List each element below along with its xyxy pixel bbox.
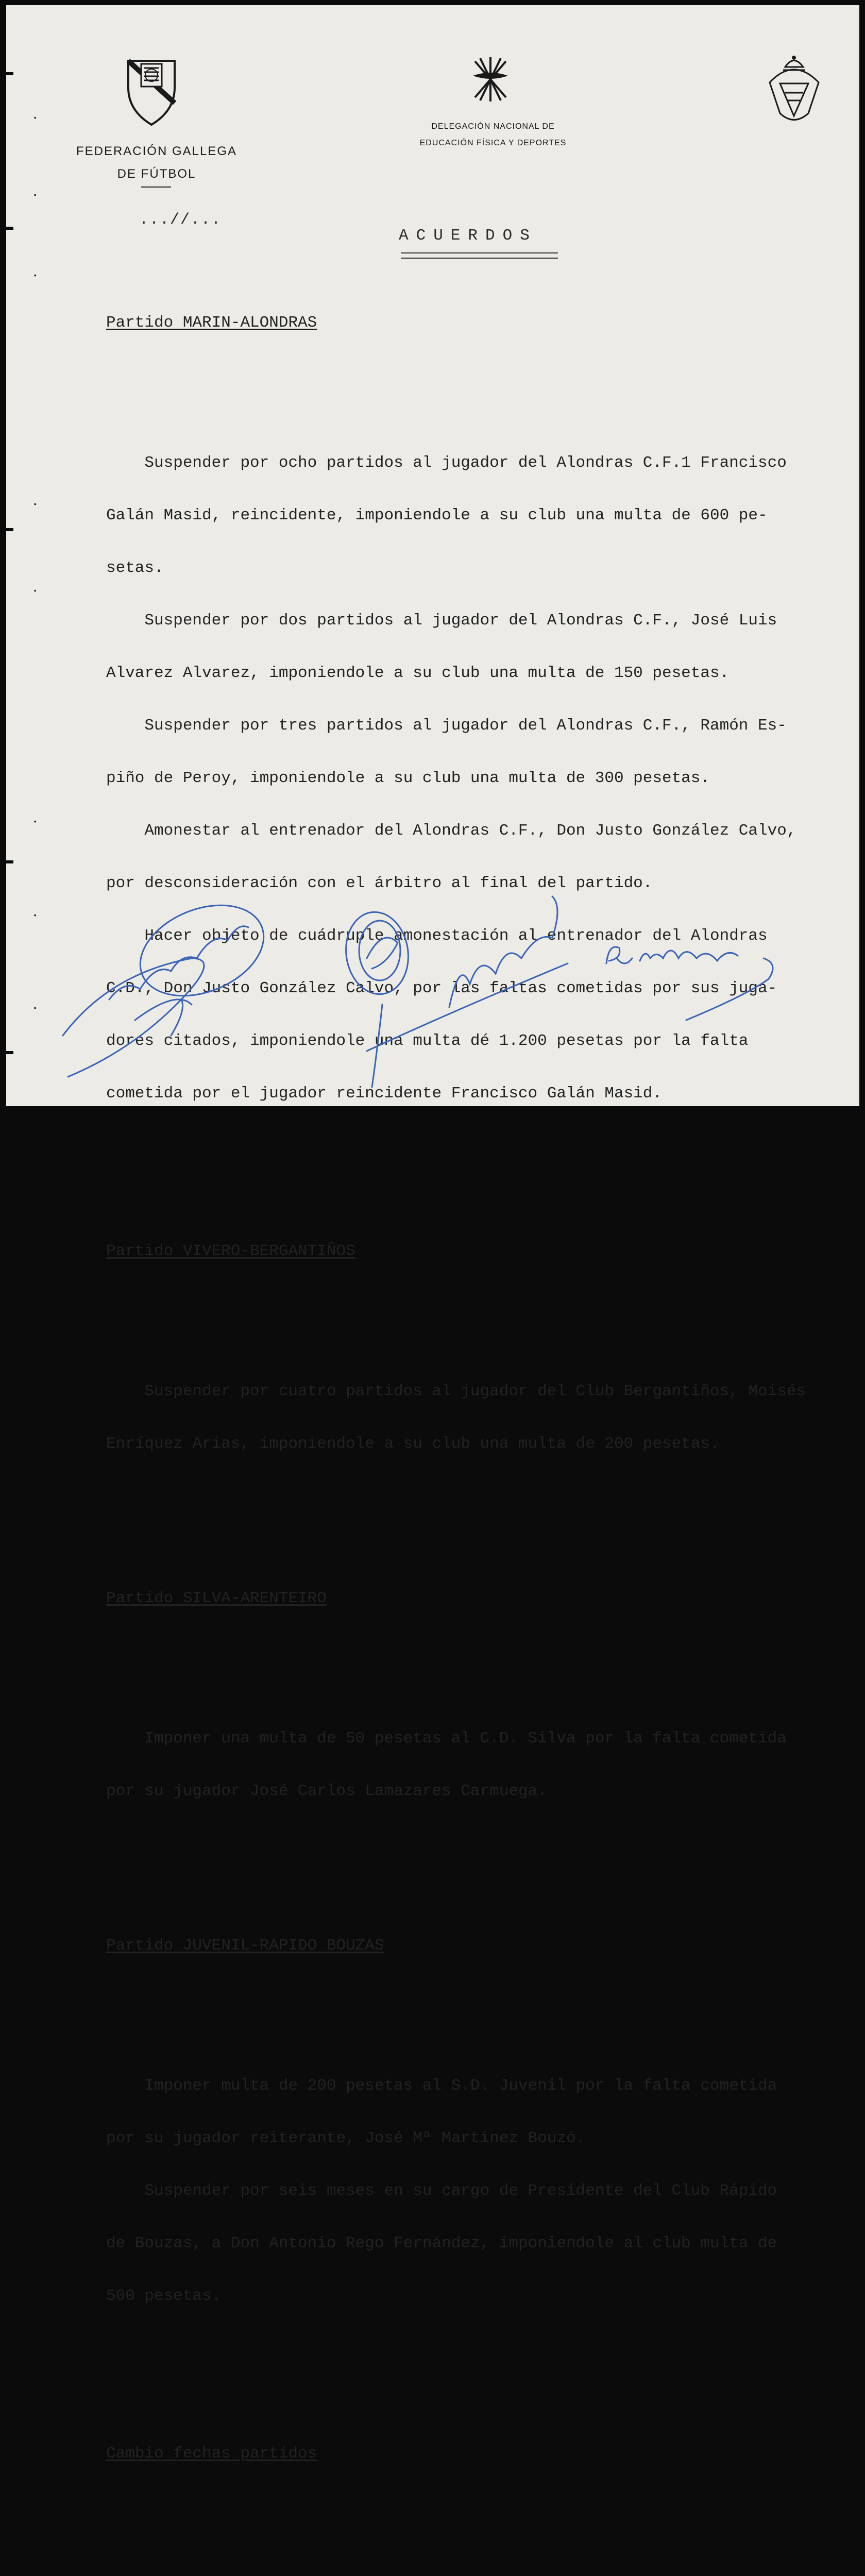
- text-line: Alvarez Alvarez, imponiendole a su club una multa de 150 pesetas.: [106, 664, 730, 682]
- page-title: ACUERDOS: [399, 227, 537, 245]
- text-line: Suspender por ocho partidos al jugador del Alondras C.F.1 Francisco: [106, 454, 787, 472]
- text-line: Imponer una multa de 50 pesetas al C.D. Silva por la falta cometida: [106, 1730, 787, 1748]
- text-line: por su jugador reiterante, José Mª Martinez Bouzó.: [106, 2129, 586, 2147]
- text-line: setas.: [106, 559, 164, 577]
- section-heading-row: [106, 1937, 859, 1955]
- divider: [141, 187, 171, 188]
- text-line: Suspender por seis meses en su cargo de Presidente del Club Rápido: [106, 2182, 777, 2200]
- margin-mark: •: [33, 114, 38, 123]
- title-underline: [401, 252, 558, 259]
- spacer: [106, 2498, 859, 2515]
- margin-mark: •: [33, 501, 38, 509]
- delegation-name: [398, 118, 588, 151]
- spacer: [106, 1523, 859, 1537]
- section-heading-row: [106, 2445, 859, 2463]
- delegation-name-line: EDUCACIÓN FÍSICA Y DEPORTES: [419, 139, 567, 147]
- section-heading: Partido JUVENIL-RAPIDO BOUZAS: [106, 1937, 384, 1955]
- yoke-and-arrows-icon: [470, 54, 511, 103]
- spacer: [106, 1295, 859, 1313]
- text-line: Hacer objeto de cuádruple amonestación al entrenador del Alondras: [106, 927, 768, 945]
- section-paragraph: [106, 2550, 859, 2576]
- text-line: Enríquez Arias, imponiendole a su club una multa de 200 pesetas.: [106, 1435, 720, 1453]
- text-line: C.D., Don Justo González Calvo, por las faltas cometidas por sus juga-: [106, 979, 777, 997]
- signature-2: [341, 896, 568, 1087]
- text-line: por su jugador José Carlos Lamazares Carmuega.: [106, 1782, 547, 1800]
- margin-mark: •: [33, 818, 38, 826]
- document-page: [6, 5, 859, 2463]
- federation-name-line: FEDERACIÓN GALLEGA: [76, 144, 238, 158]
- section-heading-row: [106, 314, 859, 332]
- reference-mark: ...//...: [139, 211, 222, 229]
- margin-mark: •: [33, 912, 38, 920]
- text-line: Imponer multa de 200 pesetas al S.D. Juvenil por la falta cometida: [106, 2077, 777, 2095]
- text-line: piño de Peroy, imponiendole a su club una multa de 300 pesetas.: [106, 769, 710, 787]
- section-heading: Partido MARIN-ALONDRAS: [106, 314, 317, 332]
- signatures: [6, 881, 859, 1106]
- margin-mark: •: [33, 192, 38, 200]
- section-heading: Cambio fechas partidos: [106, 2445, 317, 2463]
- section-paragraph: [106, 2042, 859, 2340]
- text-line: Suspender por dos partidos al jugador del Alondras C.F., José Luis: [106, 612, 777, 630]
- section-paragraph: [106, 1348, 859, 1488]
- punch-hole: [6, 528, 13, 531]
- text-line: dores citados, imponiendole una multa dé 1.200 pesetas por la falta: [106, 1032, 749, 1050]
- text-line: 500 pesetas.: [106, 2287, 222, 2305]
- section-heading: Partido SILVA-ARENTEIRO: [106, 1589, 327, 1607]
- text-line: Suspender por cuatro partidos al jugador del Club Bergantiños, Moisés: [106, 1382, 806, 1400]
- text-line: de Bouzas, a Don Antonio Rego Fernández, imponiendole al club multa de: [106, 2234, 777, 2252]
- signature-1: [63, 888, 277, 1077]
- text-line: por desconsideración con el árbitro al final del partido.: [106, 874, 653, 892]
- spacer: [106, 367, 859, 384]
- federation-name: [64, 140, 249, 185]
- text-line: Galán Masid, reincidente, imponiendole a su club una multa de 600 pe-: [106, 506, 768, 524]
- spacer: [106, 1990, 859, 2007]
- spacer: [106, 1173, 859, 1190]
- punch-hole: [6, 72, 13, 75]
- federation-name-line: DE FÚTBOL: [117, 167, 196, 181]
- spacer: [106, 2375, 859, 2393]
- text-line: cometida por el jugador reincidente Francisco Galán Masid.: [106, 1084, 662, 1103]
- section-heading: Partido VIVERO-BERGANTIÑOS: [106, 1242, 355, 1260]
- spacer: [106, 1870, 859, 1885]
- section-paragraph: [106, 1695, 859, 1835]
- punch-hole: [6, 227, 13, 230]
- text-line: Suspender por tres partidos al jugador del Alondras C.F., Ramón Es-: [106, 717, 787, 735]
- punch-hole: [6, 860, 13, 863]
- spacer: [106, 1642, 859, 1660]
- margin-mark: •: [33, 272, 38, 280]
- agreements-body: [106, 279, 859, 2576]
- section-heading-row: [106, 1243, 859, 1260]
- signature-3: [606, 947, 773, 1020]
- federation-shield-icon: [126, 57, 177, 129]
- section-heading-row: [106, 1590, 859, 1607]
- margin-mark: •: [33, 587, 38, 596]
- margin-mark: •: [33, 1005, 38, 1013]
- crowned-crest-icon: [765, 52, 824, 129]
- delegation-name-line: DELEGACIÓN NACIONAL DE: [431, 122, 555, 131]
- text-line: Amonestar al entrenador del Alondras C.F., Don Justo González Calvo,: [106, 822, 796, 840]
